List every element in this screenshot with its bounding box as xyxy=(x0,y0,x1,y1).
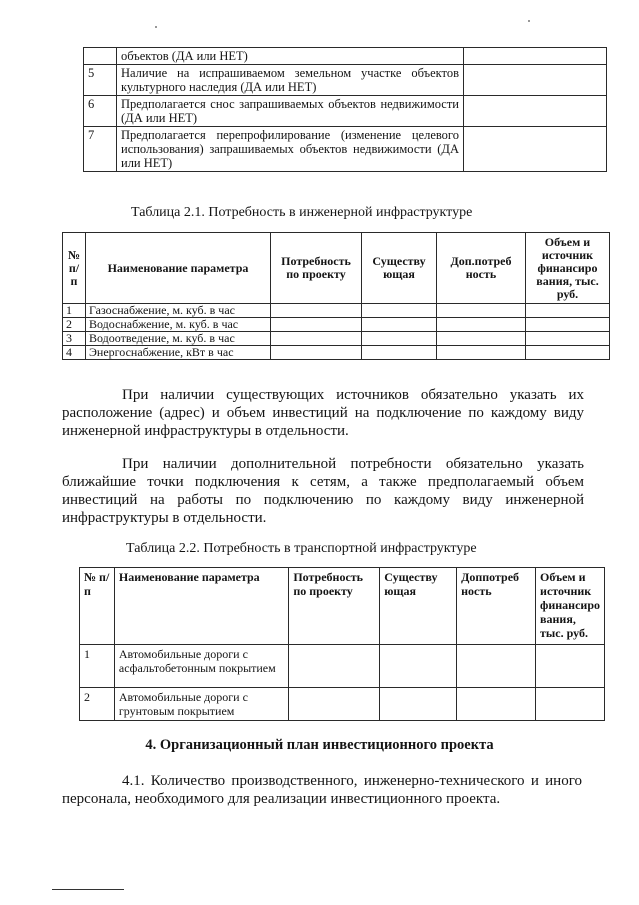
row-answer xyxy=(464,48,607,65)
header-additional: Доп.потреб ность xyxy=(437,233,526,304)
table-header-row xyxy=(80,568,605,645)
cell-additional xyxy=(437,304,526,318)
row-name: Водоснабжение, м. куб. в час xyxy=(86,318,271,332)
cell-project xyxy=(271,332,362,346)
header-num: № п/п xyxy=(80,568,115,645)
row-number: 1 xyxy=(63,304,86,318)
cell-additional xyxy=(437,332,526,346)
row-name: Газоснабжение, м. куб. в час xyxy=(86,304,271,318)
cell-existing xyxy=(380,645,457,688)
row-text: объектов (ДА или НЕТ) xyxy=(117,48,464,65)
row-name: Автомобильные дороги с грунтовым покрытием xyxy=(114,688,288,721)
row-answer xyxy=(464,127,607,172)
table21-caption: Таблица 2.1. Потребность в инженерной инфраструктуре xyxy=(131,205,473,220)
row-answer xyxy=(464,65,607,96)
cell-finance xyxy=(526,332,610,346)
table-row xyxy=(63,304,610,318)
header-name: Наименование параметра xyxy=(114,568,288,645)
paragraph-existing-sources: При наличии существующих источников обязательно указать их расположение (адрес) и объем инвестиций на подключение по каждому виду инженерной инфраструктуры в отдельности. xyxy=(62,387,584,439)
row-number: 4 xyxy=(63,346,86,360)
row-text: Предполагается перепрофилирование (изменение целевого использования) запрашиваемых объектов недвижимости (ДА или НЕТ) xyxy=(117,127,464,172)
cell-finance xyxy=(536,688,605,721)
row-name: Энергоснабжение, кВт в час xyxy=(86,346,271,360)
cell-finance xyxy=(526,304,610,318)
table-2-2 xyxy=(79,567,605,721)
scan-speck xyxy=(528,20,530,22)
cell-additional xyxy=(457,688,536,721)
header-name: Наименование параметра xyxy=(86,233,271,304)
table22-caption: Таблица 2.2. Потребность в транспортной инфраструктуре xyxy=(126,541,477,556)
header-finance: Объем и источник финансиро вания, тыс. руб. xyxy=(536,568,605,645)
header-finance: Объем и источник финансиро вания, тыс. руб. xyxy=(526,233,610,304)
section4-paragraph: 4.1. Количество производственного, инженерно-технического и иного персонала, необходимого для реализации инвестиционного проекта. xyxy=(62,773,582,807)
cell-additional xyxy=(437,318,526,332)
row-number: 1 xyxy=(80,645,115,688)
cell-existing xyxy=(362,318,437,332)
cell-finance xyxy=(526,318,610,332)
row-name: Водоотведение, м. куб. в час xyxy=(86,332,271,346)
table-row xyxy=(63,318,610,332)
table-header-row xyxy=(63,233,610,304)
cell-project xyxy=(271,304,362,318)
table-row xyxy=(84,65,607,96)
cell-additional xyxy=(457,645,536,688)
table-row xyxy=(63,332,610,346)
row-answer xyxy=(464,96,607,127)
top-table xyxy=(83,47,607,172)
footnote-divider xyxy=(52,889,124,890)
cell-project xyxy=(271,346,362,360)
table-2-1 xyxy=(62,232,610,360)
row-text: Наличие на испрашиваемом земельном участке объектов культурного наследия (ДА или НЕТ) xyxy=(117,65,464,96)
header-project: Потребность по проекту xyxy=(289,568,380,645)
table-row xyxy=(84,48,607,65)
row-number: 7 xyxy=(84,127,117,172)
cell-existing xyxy=(380,688,457,721)
cell-existing xyxy=(362,332,437,346)
row-number: 6 xyxy=(84,96,117,127)
table-row xyxy=(63,346,610,360)
cell-additional xyxy=(437,346,526,360)
table-row xyxy=(80,645,605,688)
section4-heading: 4. Организационный план инвестиционного проекта xyxy=(145,737,494,753)
cell-existing xyxy=(362,346,437,360)
row-number: 5 xyxy=(84,65,117,96)
cell-project xyxy=(289,645,380,688)
row-name: Автомобильные дороги с асфальтобетонным покрытием xyxy=(114,645,288,688)
table-row xyxy=(84,96,607,127)
scan-speck xyxy=(155,26,157,28)
table-row xyxy=(84,127,607,172)
header-num: № п/ п xyxy=(63,233,86,304)
cell-finance xyxy=(536,645,605,688)
header-project: Потребность по проекту xyxy=(271,233,362,304)
cell-existing xyxy=(362,304,437,318)
row-number: 2 xyxy=(80,688,115,721)
header-existing: Существу ющая xyxy=(380,568,457,645)
row-number xyxy=(84,48,117,65)
cell-project xyxy=(271,318,362,332)
header-existing: Существу ющая xyxy=(362,233,437,304)
paragraph-additional-needs: При наличии дополнительной потребности обязательно указать ближайшие точки подключения к сетям, а также предполагаемый объем инвестиций на работы по подключению по каждому виду инженерной инфраструктуры в отдельности. xyxy=(62,456,584,526)
cell-project xyxy=(289,688,380,721)
table-row xyxy=(80,688,605,721)
cell-finance xyxy=(526,346,610,360)
row-number: 3 xyxy=(63,332,86,346)
row-number: 2 xyxy=(63,318,86,332)
row-text: Предполагается снос запрашиваемых объектов недвижимости (ДА или НЕТ) xyxy=(117,96,464,127)
header-additional: Доппотреб ность xyxy=(457,568,536,645)
